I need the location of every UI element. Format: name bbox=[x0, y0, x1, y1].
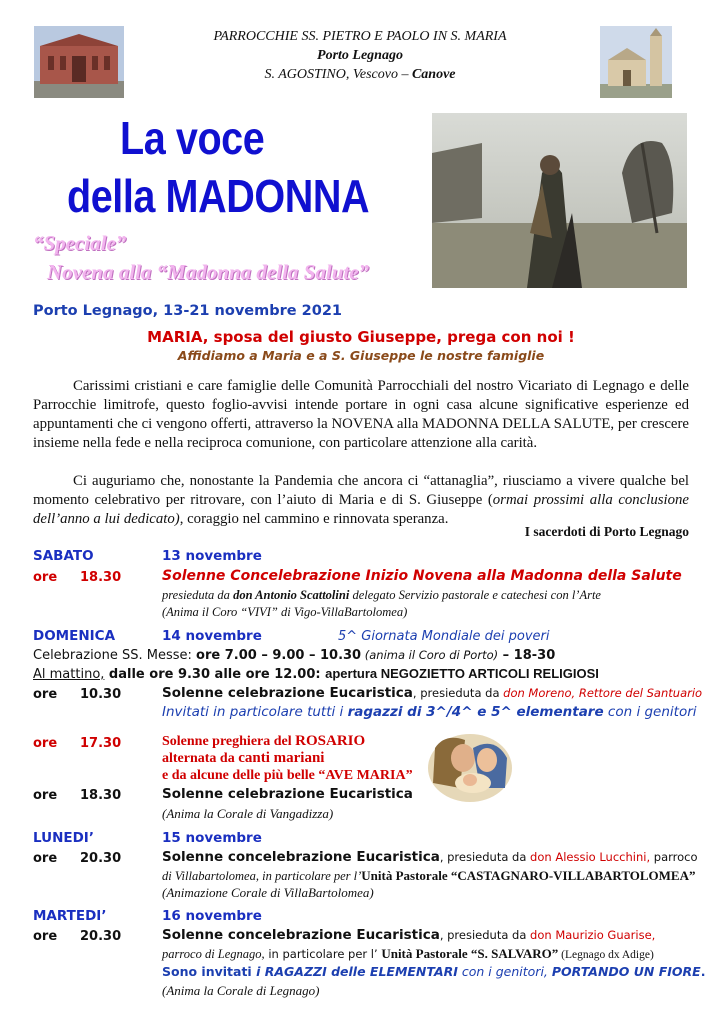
time-1830: 18.30 bbox=[80, 788, 122, 803]
event-lunedi-choir: (Animazione Corale di VillaBartolomea) bbox=[162, 885, 374, 900]
date-sabato: 13 novembre bbox=[162, 548, 262, 564]
event-martedi-l2: parroco di Legnago, in particolare per l’ Unità Pastorale “S. SALVARO” (Legnago dx Adige) bbox=[162, 946, 654, 961]
title-line1: La voce bbox=[120, 112, 265, 164]
ore-label: ore bbox=[33, 736, 58, 751]
day-domenica: DOMENICA bbox=[33, 628, 116, 644]
event-rosario: Solenne preghiera del ROSARIO bbox=[162, 733, 366, 749]
event-1030: Solenne celebrazione Eucaristica, presieduta da don Moreno, Rettore del Santuario bbox=[162, 685, 703, 701]
event-sabato: Solenne Concelebrazione Inizio Novena alla Madonna della Salute bbox=[162, 568, 682, 584]
holy-family-image bbox=[425, 728, 515, 804]
day-martedi: MARTEDI’ bbox=[33, 908, 107, 924]
domenica-shop: Al mattino, dalle ore 9.30 alle ore 12.00: apertura NEGOZIETTO ARTICOLI RELIGIOSI bbox=[33, 666, 599, 682]
domenica-masses: Celebrazione SS. Messe: ore 7.00 – 9.00 – 10.30 (anima il Coro di Porto) – 18-30 bbox=[33, 648, 556, 663]
ore-label: ore bbox=[33, 929, 58, 944]
place-date: Porto Legnago, 13-21 novembre 2021 bbox=[33, 303, 343, 319]
event-martedi: Solenne concelebrazione Eucaristica, presieduta da don Maurizio Guarise, bbox=[162, 927, 656, 943]
signature: I sacerdoti di Porto Legnago bbox=[524, 524, 689, 539]
domenica-note: 5^ Giornata Mondiale dei poveri bbox=[338, 629, 550, 644]
ore-label: ore bbox=[33, 570, 58, 585]
event-lunedi: Solenne concelebrazione Eucaristica, presieduta da don Alessio Lucchini, parroco bbox=[162, 849, 698, 865]
event-rosario-l2: alternata da canti mariani bbox=[162, 750, 325, 766]
header-porto-legnago: Porto Legnago bbox=[317, 48, 403, 63]
event-martedi-choir: (Anima la Corale di Legnago) bbox=[162, 983, 320, 998]
event-1830-choir: (Anima la Corale di Vangadizza) bbox=[162, 806, 334, 821]
time-1030: 10.30 bbox=[80, 687, 122, 702]
church-photo-left bbox=[34, 26, 124, 98]
sabato-presider: presieduta da don Antonio Scattolini delegato Servizio pastorale e catechesi con l’Arte bbox=[162, 588, 601, 602]
header-agostino: S. AGOSTINO, Vescovo – Canove bbox=[264, 67, 456, 82]
sabato-choir: (Anima il Coro “VIVI” di Vigo-VillaBartolomea) bbox=[162, 605, 408, 619]
novena-title: Novena alla “Madonna della Salute” bbox=[47, 260, 370, 284]
date-domenica: 14 novembre bbox=[162, 628, 262, 644]
speciale-label: “Speciale” bbox=[33, 231, 127, 255]
intro-paragraph-1: Carissimi cristiani e care famiglie delle Comunità Parrocchiali del nostro Vicariato di Legnago e delle Parrocchie limitrofe, questo foglio-avvisi intende portare in ogni casa alcune significative esperienze ed appuntamenti che ci vengono offerti, attraverso la NOVENA alla MADONNA DELLA SALUTE, per crescere insieme nella fede e nella reciproca comunione, con particolare attenzione alla carità. bbox=[33, 378, 689, 451]
ore-label: ore bbox=[33, 687, 58, 702]
title-line2: della MADONNA bbox=[67, 170, 370, 222]
day-lunedi: LUNEDI’ bbox=[33, 830, 94, 846]
date-lunedi: 15 novembre bbox=[162, 830, 262, 846]
painting-image bbox=[432, 113, 687, 288]
date-martedi: 16 novembre bbox=[162, 908, 262, 924]
event-lunedi-l2: di Villabartolomea, in particolare per l’Unità Pastorale “CASTAGNARO-VILLABARTOLOMEA” bbox=[162, 868, 696, 883]
event-martedi-invite: Sono invitati i RAGAZZI delle ELEMENTARI con i genitori, PORTANDO UN FIORE. bbox=[162, 964, 706, 979]
header-parishes: PARROCCHIE SS. PIETRO E PAOLO IN S. MARIA bbox=[213, 29, 507, 44]
event-1030-invite: Invitati in particolare tutti i ragazzi di 3^/4^ e 5^ elementare con i genitori bbox=[162, 704, 697, 720]
time-sabato: 18.30 bbox=[80, 570, 122, 585]
church-photo-right bbox=[600, 26, 672, 98]
day-sabato: SABATO bbox=[33, 548, 94, 564]
subtitle: Affidiamo a Maria e a S. Giuseppe le nostre famiglie bbox=[177, 348, 545, 363]
motto: MARIA, sposa del giusto Giuseppe, prega con noi ! bbox=[147, 328, 575, 346]
event-rosario-l3: e da alcune delle più belle “AVE MARIA” bbox=[162, 768, 413, 783]
ore-label: ore bbox=[33, 851, 58, 866]
ore-label: ore bbox=[33, 788, 58, 803]
event-1830: Solenne celebrazione Eucaristica bbox=[162, 786, 413, 802]
time-martedi: 20.30 bbox=[80, 929, 122, 944]
time-lunedi: 20.30 bbox=[80, 851, 122, 866]
time-1730: 17.30 bbox=[80, 736, 122, 751]
intro-paragraph-2: Ci auguriamo che, nonostante la Pandemia che ancora ci “attanaglia”, riusciamo a vivere qualche bel momento celebrativo per ritrovare, con l’aiuto di Maria e di S. Giuseppe (ormai prossimi alla conclusione dell’anno a lui dedicato), coraggio nel cammino e rinnovata speranza. bbox=[33, 473, 690, 527]
